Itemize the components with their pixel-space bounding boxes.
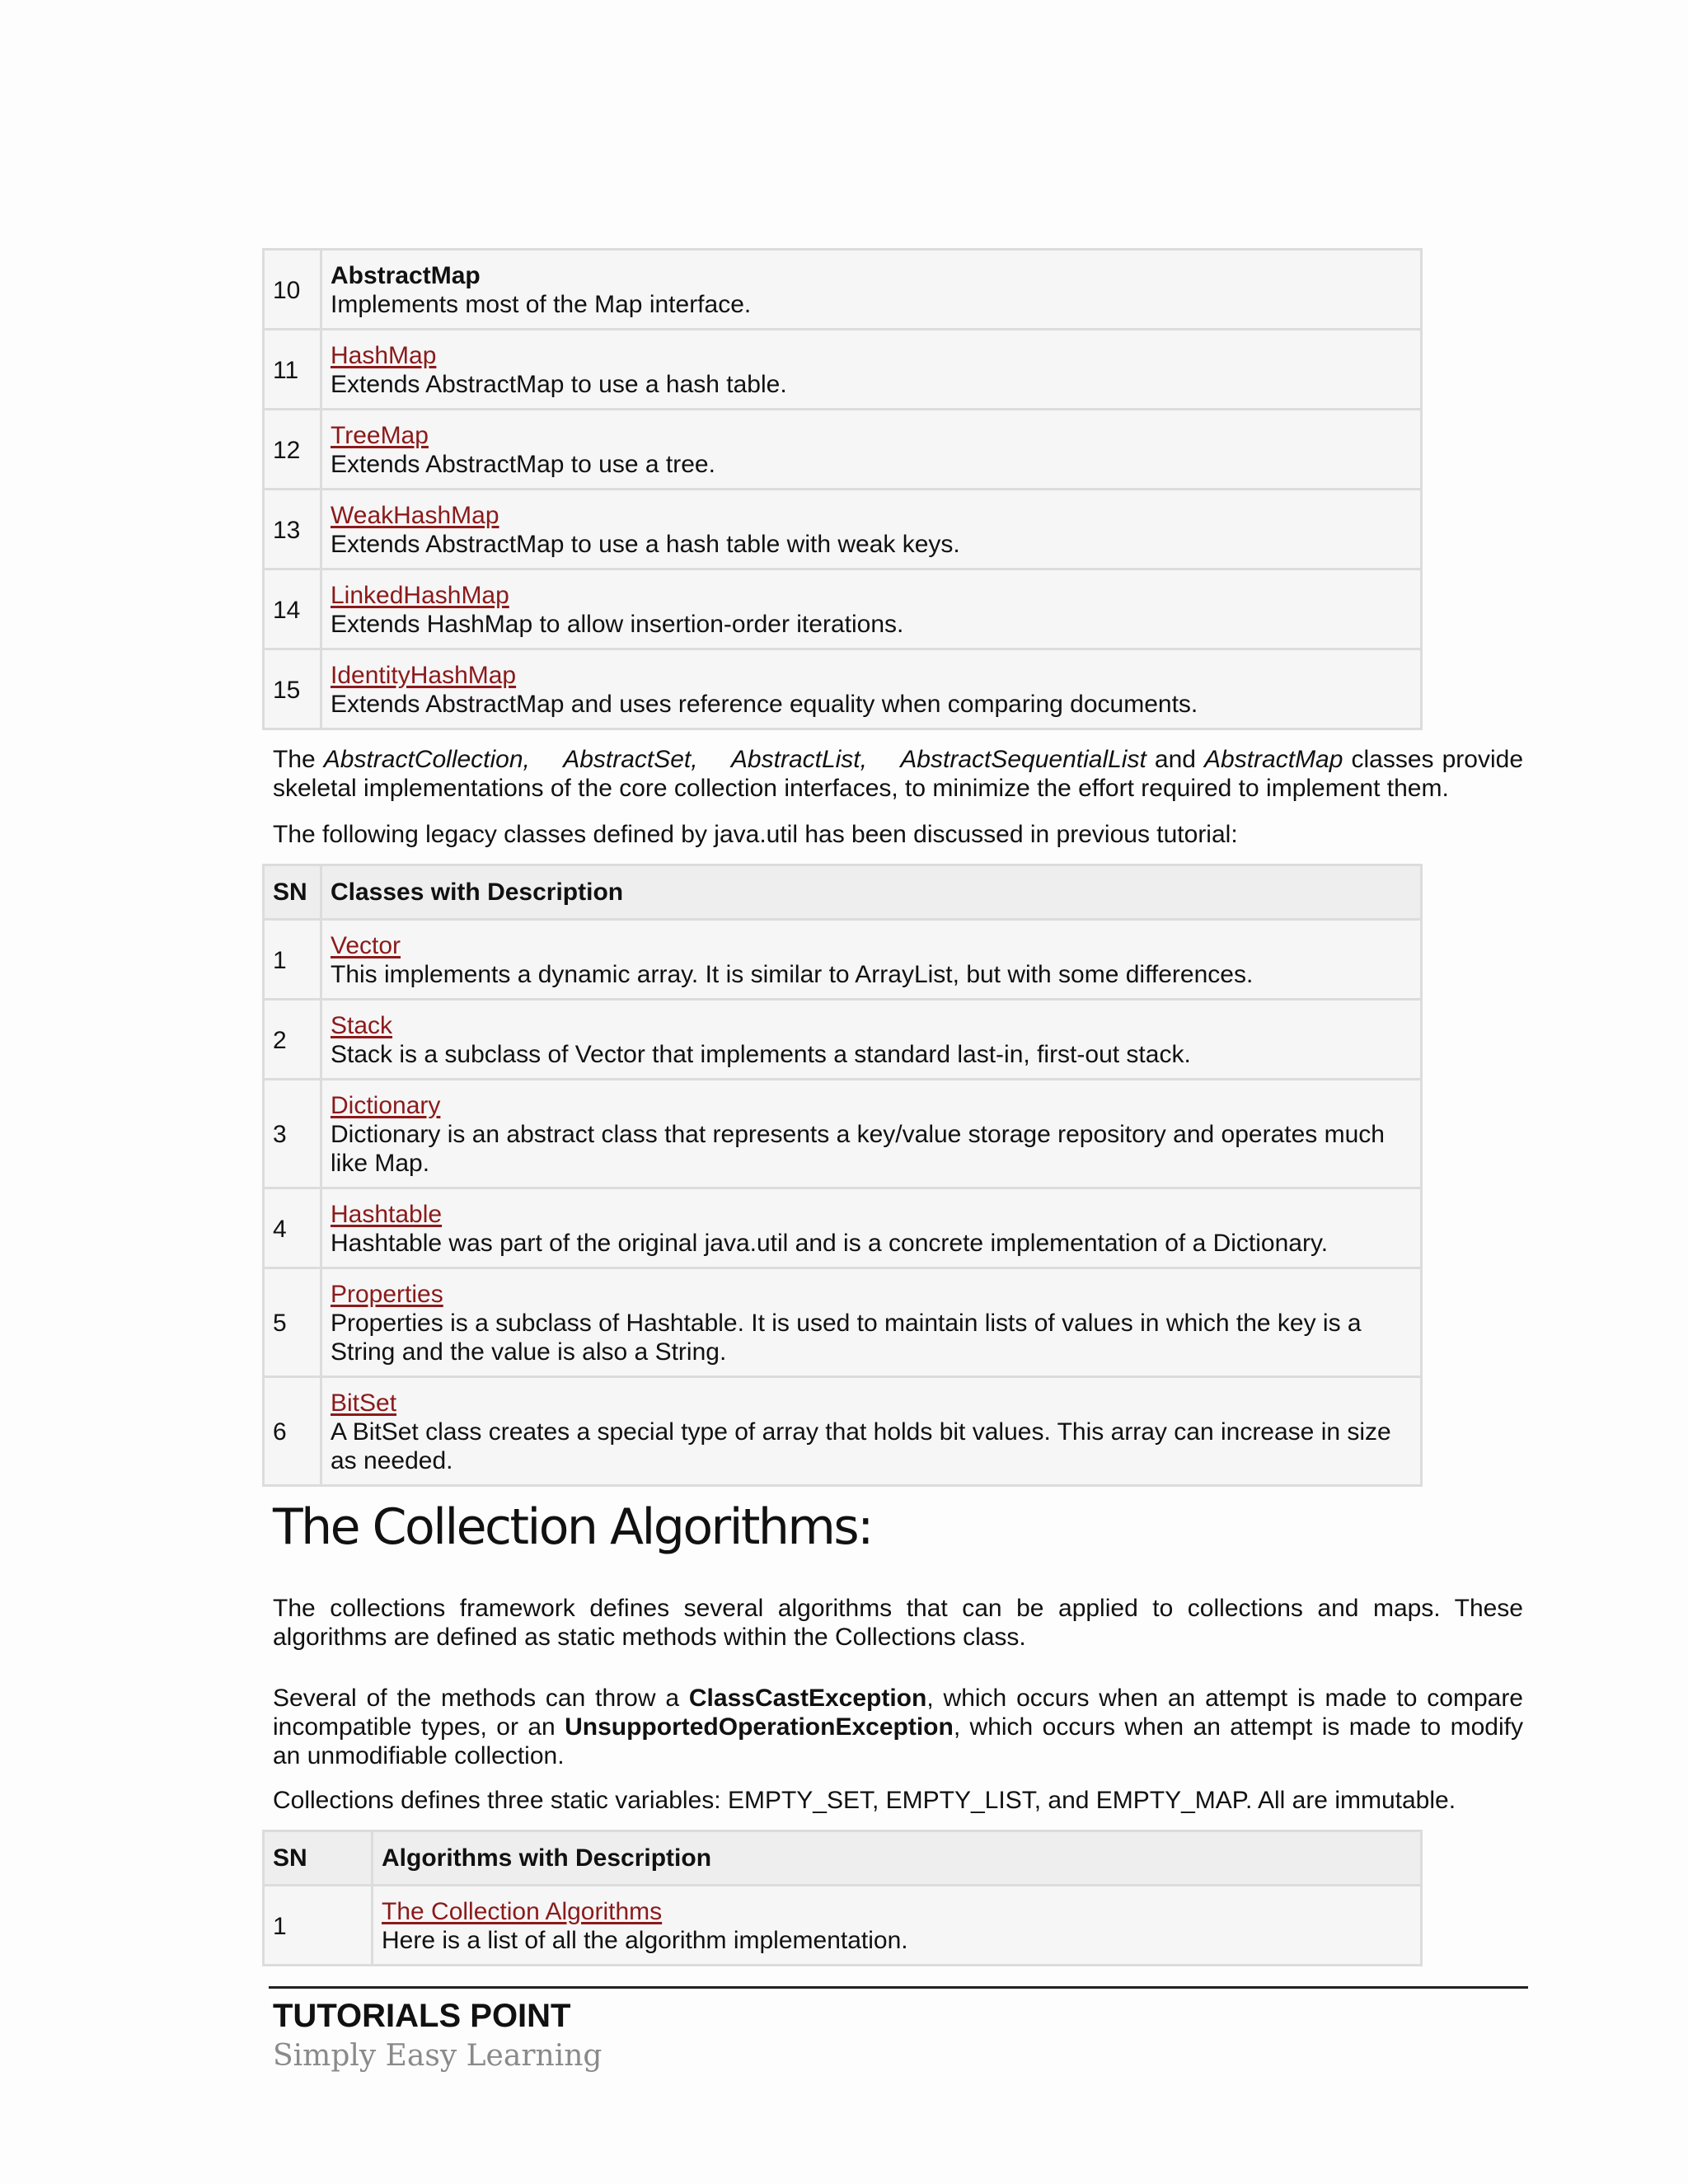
row-number: 2 (264, 1000, 321, 1080)
row-number: 4 (264, 1188, 321, 1268)
stack-link[interactable]: Stack (331, 1012, 393, 1039)
table-row (264, 1188, 1422, 1268)
framework-paragraph: The collections framework defines several algorithms that can be applied to collections and maps. These algorithms are defined as static methods within the Collections class. (273, 1595, 1523, 1651)
sn-column-header: SN (264, 1831, 373, 1886)
row-content (321, 1000, 1422, 1080)
legacy-intro-paragraph: The following legacy classes defined by java.util has been discussed in previous tutorial: (273, 821, 1238, 848)
class-name: AbstractMap (331, 262, 481, 289)
class-description: Hashtable was part of the original java.util and is a concrete implementation of a Dictionary. (331, 1230, 1329, 1257)
table-row (264, 1377, 1422, 1486)
table-row (264, 410, 1422, 490)
footer-divider (269, 1986, 1528, 1989)
row-content (321, 410, 1422, 490)
abstract-classes-paragraph (273, 745, 1523, 803)
exceptions-paragraph (273, 1684, 1523, 1770)
row-content (321, 920, 1422, 1000)
row-content (321, 1188, 1422, 1268)
row-number: 1 (264, 1886, 373, 1966)
table-row (264, 1268, 1422, 1377)
italic-term: AbstractMap (1204, 746, 1343, 773)
vector-link[interactable]: Vector (331, 932, 401, 959)
italic-term: AbstractSet, (563, 746, 698, 773)
algorithms-table (262, 1830, 1423, 1966)
hashmap-link[interactable]: HashMap (331, 342, 437, 369)
row-content (321, 250, 1422, 330)
bold-term: UnsupportedOperationException (565, 1713, 954, 1741)
text-run: and (1146, 746, 1205, 773)
algorithm-description: Here is a list of all the algorithm implementation. (382, 1927, 908, 1954)
table-row (264, 920, 1422, 1000)
linkedhashmap-link[interactable]: LinkedHashMap (331, 582, 509, 609)
row-content (321, 569, 1422, 649)
class-description: Extends AbstractMap to use a tree. (331, 451, 715, 478)
identityhashmap-link[interactable]: IdentityHashMap (331, 662, 517, 689)
table-row (264, 1886, 1422, 1966)
italic-term: AbstractList, (730, 746, 867, 773)
section-heading: The Collection Algorithms: (273, 1498, 872, 1556)
text-run: Several of the methods can throw a (273, 1685, 689, 1712)
row-content (321, 1080, 1422, 1188)
collection-algorithms-link[interactable]: The Collection Algorithms (382, 1898, 663, 1925)
row-number: 10 (264, 250, 321, 330)
row-content (321, 490, 1422, 569)
properties-link[interactable]: Properties (331, 1281, 443, 1308)
table-row (264, 490, 1422, 569)
weakhashmap-link[interactable]: WeakHashMap (331, 502, 499, 529)
dictionary-link[interactable]: Dictionary (331, 1092, 441, 1119)
italic-term: AbstractCollection, (323, 746, 530, 773)
class-description: Stack is a subclass of Vector that implements a standard last-in, first-out stack. (331, 1041, 1191, 1068)
table-row (264, 569, 1422, 649)
row-number: 1 (264, 920, 321, 1000)
treemap-link[interactable]: TreeMap (331, 422, 429, 449)
row-number: 3 (264, 1080, 321, 1188)
class-description: Properties is a subclass of Hashtable. It is used to maintain lists of values in which the key is a String and the value is also a String. (331, 1310, 1362, 1366)
row-number: 6 (264, 1377, 321, 1486)
table-row (264, 1000, 1422, 1080)
maps-table (262, 248, 1423, 730)
sn-column-header: SN (264, 865, 321, 920)
row-content (321, 1377, 1422, 1486)
class-description: A BitSet class creates a special type of array that holds bit values. This array can increase in size as needed. (331, 1418, 1391, 1474)
row-number: 13 (264, 490, 321, 569)
class-description: Implements most of the Map interface. (331, 291, 752, 318)
row-content (321, 1268, 1422, 1377)
table-row (264, 250, 1422, 330)
hashtable-link[interactable]: Hashtable (331, 1201, 443, 1228)
table-header-row (264, 1831, 1422, 1886)
row-number: 11 (264, 330, 321, 410)
footer-brand-title: TUTORIALS POINT (273, 1998, 571, 2034)
class-description: This implements a dynamic array. It is similar to ArrayList, but with some differences. (331, 961, 1254, 988)
class-description: Extends AbstractMap to use a hash table with weak keys. (331, 531, 960, 558)
class-description: Dictionary is an abstract class that represents a key/value storage repository and operates much like Map. (331, 1121, 1385, 1177)
row-number: 15 (264, 649, 321, 729)
row-number: 12 (264, 410, 321, 490)
class-description: Extends AbstractMap and uses reference equality when comparing documents. (331, 691, 1198, 718)
class-description: Extends HashMap to allow insertion-order iterations. (331, 611, 904, 638)
table-row (264, 330, 1422, 410)
bold-term: ClassCastException (688, 1685, 927, 1712)
table-row (264, 649, 1422, 729)
table-row (264, 1080, 1422, 1188)
text-run: , which occurs when an attempt is made to modify an unmodifiable collection. (273, 1713, 1523, 1769)
text-run: The (273, 746, 324, 773)
row-number: 14 (264, 569, 321, 649)
description-column-header: Classes with Description (321, 865, 1422, 920)
italic-term: AbstractSequentialList (900, 746, 1146, 773)
row-content (321, 649, 1422, 729)
text-run: classes provide skeletal implementations of the core collection interfaces, to minimize the effort required to implement them. (273, 746, 1524, 802)
bitset-link[interactable]: BitSet (331, 1390, 397, 1417)
legacy-classes-table (262, 864, 1423, 1487)
row-content (373, 1886, 1422, 1966)
footer-tagline: Simply Easy Learning (273, 2039, 603, 2073)
row-number: 5 (264, 1268, 321, 1377)
text-run: , which occurs when an attempt is made to compare incompatible types, or an (273, 1685, 1523, 1741)
row-content (321, 330, 1422, 410)
static-variables-paragraph: Collections defines three static variables: EMPTY_SET, EMPTY_LIST, and EMPTY_MAP. All are immutable. (273, 1787, 1456, 1814)
table-header-row (264, 865, 1422, 920)
class-description: Extends AbstractMap to use a hash table. (331, 371, 787, 398)
description-column-header: Algorithms with Description (373, 1831, 1422, 1886)
